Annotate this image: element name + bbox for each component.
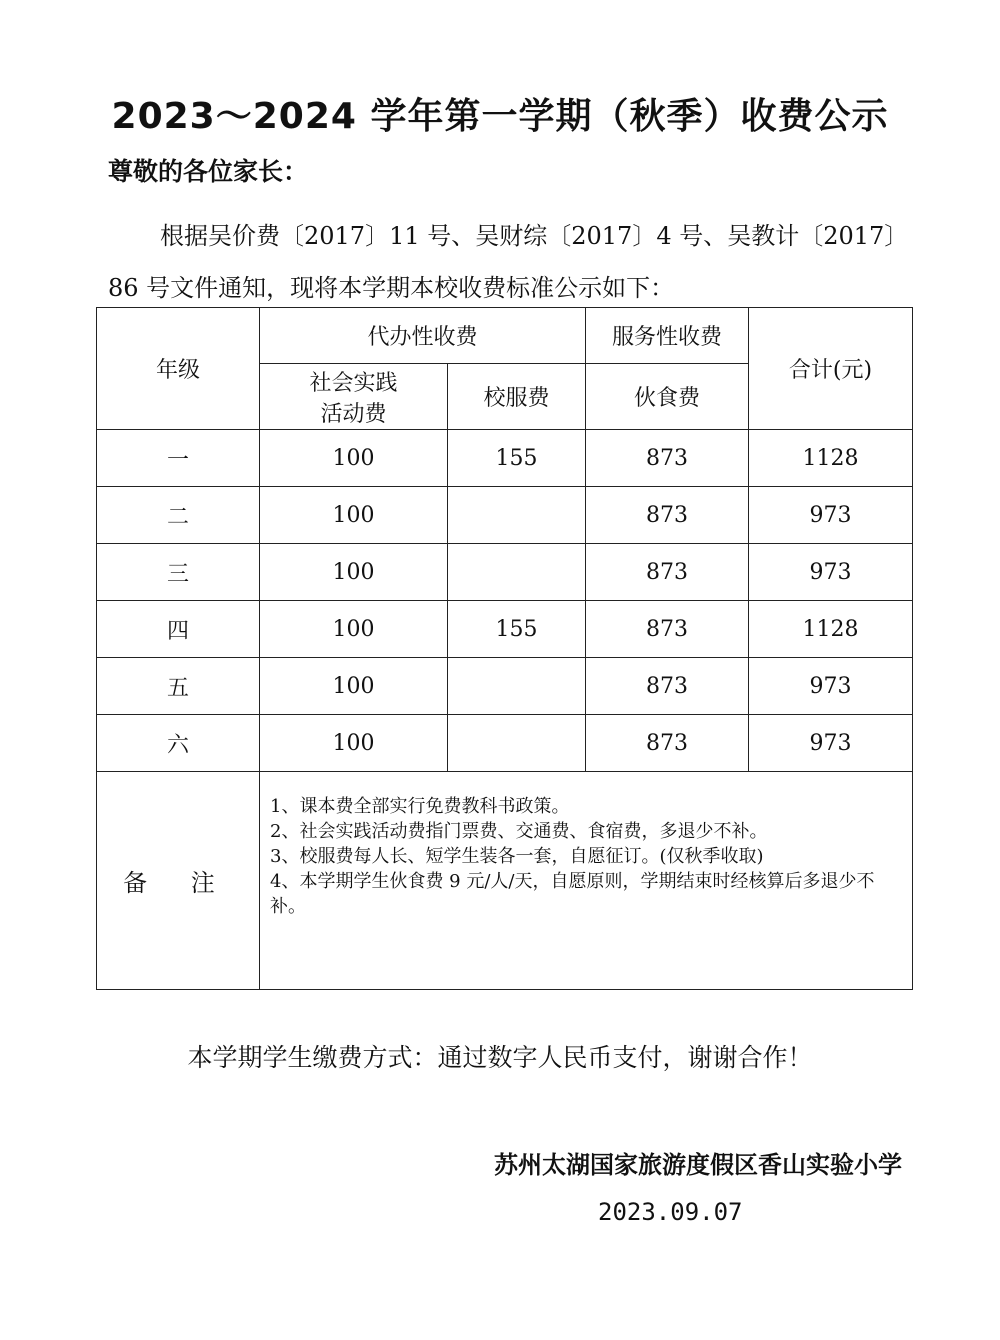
meal-fee-cell: 873	[586, 601, 749, 658]
grade-cell: 四	[97, 601, 260, 658]
note-item: 4、本学期学生伙食费 9 元/人/天，自愿原则，学期结束时经核算后多退少不补。	[270, 871, 875, 917]
grade-cell: 二	[97, 487, 260, 544]
grade-cell: 三	[97, 544, 260, 601]
uniform-fee-cell	[448, 544, 586, 601]
intro-text: 根据吴价费〔2017〕11 号、吴财综〔2017〕4 号、吴教计〔2017〕86 号文件通知，现将本学期本校收费标准公示如下：	[108, 222, 897, 302]
total-cell: 973	[749, 487, 913, 544]
grade-cell: 六	[97, 715, 260, 772]
uniform-fee-cell	[448, 715, 586, 772]
uniform-fee-cell: 155	[448, 430, 586, 487]
header-practice-line1: 社会实践	[309, 370, 398, 396]
meal-fee-cell: 873	[586, 430, 749, 487]
notes-label: 备 注	[97, 772, 260, 990]
table-row	[97, 658, 913, 715]
practice-fee-cell: 100	[260, 430, 448, 487]
practice-fee-cell: 100	[260, 544, 448, 601]
practice-fee-cell: 100	[260, 658, 448, 715]
practice-fee-cell: 100	[260, 715, 448, 772]
header-total: 合计(元)	[749, 308, 913, 430]
practice-fee-cell: 100	[260, 487, 448, 544]
uniform-fee-cell: 155	[448, 601, 586, 658]
total-cell: 973	[749, 715, 913, 772]
notes-cell	[260, 772, 913, 990]
header-grade: 年级	[97, 308, 260, 430]
note-item: 3、校服费每人长、短学生装各一套，自愿征订。(仅秋季收取)	[270, 846, 764, 867]
header-agency-fees: 代办性收费	[260, 308, 586, 364]
table-row	[97, 544, 913, 601]
grade-cell: 一	[97, 430, 260, 487]
header-practice-fee	[260, 364, 448, 430]
meal-fee-cell: 873	[586, 544, 749, 601]
meal-fee-cell: 873	[586, 715, 749, 772]
note-item: 1、课本费全部实行免费教科书政策。	[270, 796, 570, 817]
total-cell: 973	[749, 544, 913, 601]
intro-paragraph	[108, 210, 908, 314]
practice-fee-cell: 100	[260, 601, 448, 658]
payment-method: 本学期学生缴费方式：通过数字人民币支付，谢谢合作！	[187, 1043, 813, 1072]
grade-cell: 五	[97, 658, 260, 715]
greeting: 尊敬的各位家长：	[108, 157, 309, 186]
header-meal-fee: 伙食费	[586, 364, 749, 430]
meal-fee-cell: 873	[586, 658, 749, 715]
school-name: 苏州太湖国家旅游度假区香山实验小学	[494, 1151, 902, 1179]
notice-date: 2023.09.07	[598, 1198, 743, 1226]
header-practice-line2: 活动费	[320, 401, 387, 427]
table-row	[97, 601, 913, 658]
total-cell: 1128	[749, 430, 913, 487]
header-service-fees: 服务性收费	[586, 308, 749, 364]
page-title: 2023～2024 学年第一学期（秋季）收费公示	[111, 96, 889, 137]
table-row	[97, 487, 913, 544]
note-item: 2、社会实践活动费指门票费、交通费、食宿费，多退少不补。	[270, 821, 768, 842]
table-row	[97, 715, 913, 772]
total-cell: 973	[749, 658, 913, 715]
table-row	[97, 430, 913, 487]
meal-fee-cell: 873	[586, 487, 749, 544]
total-cell: 1128	[749, 601, 913, 658]
header-uniform-fee: 校服费	[448, 364, 586, 430]
uniform-fee-cell	[448, 658, 586, 715]
uniform-fee-cell	[448, 487, 586, 544]
fee-table	[96, 307, 913, 990]
